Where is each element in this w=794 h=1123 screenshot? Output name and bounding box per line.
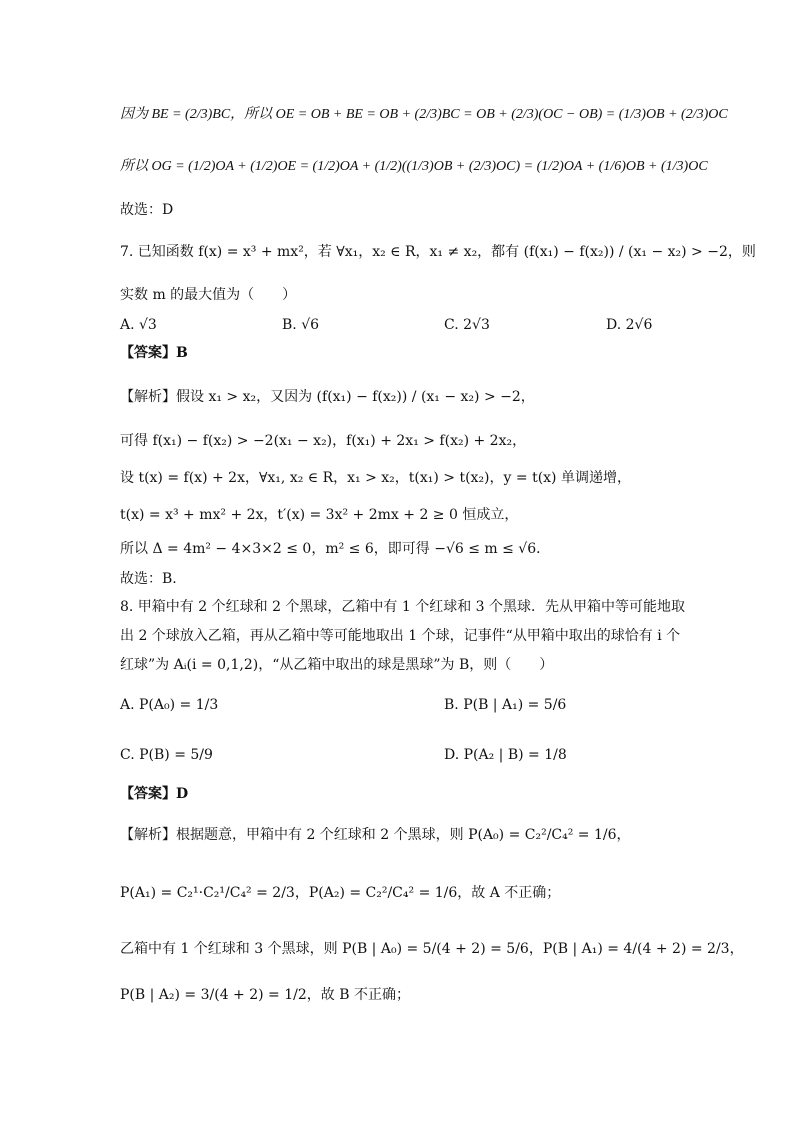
q7-analysis-5: 所以 Δ = 4m² − 4×3×2 ≤ 0，m² ≤ 6，即可得 −√6 ≤ m ≤ √6． [120,541,551,557]
q7-analysis-2: 可得 f(x₁) − f(x₂) > −2(x₁ − x₂)，f(x₁) + 2x₁ > f(x₂) + 2x₂， [120,433,527,449]
q7-option-c: C. 2√3 [444,317,490,333]
question-8-stem-3: 红球”为 Aᵢ(i = 0,1,2)，“从乙箱中取出的球是黑球”为 B，则（ ） [120,657,554,673]
q7-conclusion: 故选：B. [120,571,177,587]
q7-answer: 【答案】B [120,345,188,361]
q7-analysis-1: 【解析】假设 x₁ > x₂，又因为 (f(x₁) − f(x₂)) / (x₁ − x₂) > −2， [120,389,535,405]
question-8-stem-1: 8. 甲箱中有 2 个红球和 2 个黑球，乙箱中有 1 个红球和 3 个黑球．先从甲箱中等可能地取 [120,599,686,615]
q8-option-c: C. P(B) = 5/9 [120,747,213,763]
text-line-3: 故选：D [120,202,174,218]
q8-analysis-1: 【解析】根据题意，甲箱中有 2 个红球和 2 个黑球，则 P(A₀) = C₂²/C₄² = 1/6， [120,827,631,843]
text-line-2: 所以 OG = (1/2)OA + (1/2)OE = (1/2)OA + (1/2)((1/3)OB + (2/3)OC) = (1/2)OA + (1/6)OB + (1/3)OC [120,159,708,174]
q7-analysis-3: 设 t(x) = f(x) + 2x，∀x₁, x₂ ∈ R，x₁ > x₂，t(x₁) > t(x₂)，y = t(x) 单调递增， [120,470,631,486]
q7-analysis-4: t(x) = x³ + mx² + 2x，t′(x) = 3x² + 2mx + 2 ≥ 0 恒成立， [120,507,519,523]
q7-option-a: A. √3 [120,317,157,333]
q8-option-b: B. P(B | A₁) = 5/6 [444,697,567,713]
q8-option-d: D. P(A₂ | B) = 1/8 [444,747,567,763]
q8-answer: 【答案】D [120,786,189,802]
question-7-stem-cont: 实数 m 的最大值为（ ） [120,287,297,303]
q7-option-d: D. 2√6 [606,317,653,333]
question-8-stem-2: 出 2 个球放入乙箱，再从乙箱中等可能地取出 1 个球，记事件“从甲箱中取出的球恰有 i 个 [120,628,681,644]
q7-option-b: B. √6 [282,317,320,333]
text-line-1: 因为 BE = (2/3)BC，所以 OE = OB + BE = OB + (2/3)BC = OB + (2/3)(OC − OB) = (1/3)OB + (2/3)OC [120,107,728,122]
q8-analysis-2: P(A₁) = C₂¹·C₂¹/C₄² = 2/3，P(A₂) = C₂²/C₄² = 1/6，故 A 不正确； [120,885,561,901]
q8-option-a: A. P(A₀) = 1/3 [120,697,219,713]
q8-analysis-3: 乙箱中有 1 个红球和 3 个黑球，则 P(B | A₀) = 5/(4 + 2) = 5/6，P(B | A₁) = 4/(4 + 2) = 2/3， [120,941,744,957]
q8-analysis-4: P(B | A₂) = 3/(4 + 2) = 1/2，故 B 不正确； [120,987,410,1003]
question-7-stem: 7. 已知函数 f(x) = x³ + mx²，若 ∀x₁，x₂ ∈ R，x₁ ≠ x₂，都有 (f(x₁) − f(x₂)) / (x₁ − x₂) > −2，则 [120,244,756,260]
